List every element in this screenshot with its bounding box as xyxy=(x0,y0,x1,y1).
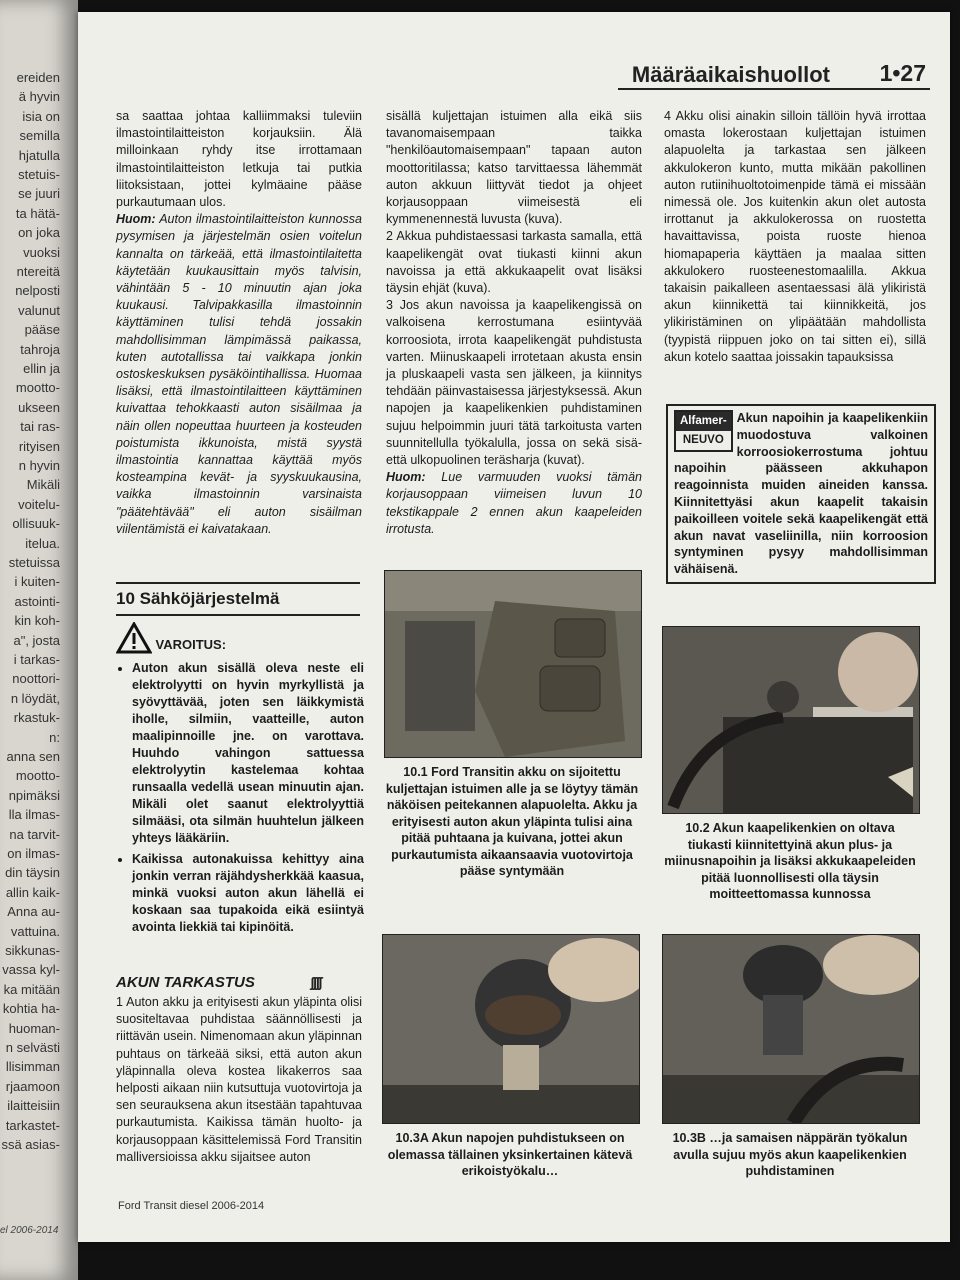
left-page-line: sikkunas- xyxy=(5,943,60,958)
left-page-line: a", josta xyxy=(13,632,60,648)
paragraph-ac-intro: sa saattaa johtaa kalliimmaksi tuleviin ilmastointilaitteiston korjauksiin. Älä milloinkaan ryhdy itse irrottamaan ilmastointilaitteiston letkuja tai putkia liitoksistaan, jottei kylmäaine pääse purkautumaan ulos. xyxy=(116,109,362,210)
header-rule xyxy=(618,88,930,90)
left-page-line: ellin ja xyxy=(23,361,60,376)
left-page-line: ä hyvin xyxy=(18,89,60,105)
left-page-line: din täysin xyxy=(5,865,60,881)
left-page-line: Anna au- xyxy=(7,904,60,920)
left-page-line: on ilmas- xyxy=(7,846,60,861)
tip-badge-bottom: NEUVO xyxy=(682,433,724,446)
left-page-line: valunut xyxy=(18,302,60,318)
page-section-title: Määräaikaishuollot xyxy=(631,62,830,87)
left-page-line: pääse xyxy=(24,322,60,338)
caption-10-2: 10.2 Akun kaapelikenkien on oltava tiukasti kiinnitettyinä akun plus- ja miinusnapoihin ja lisäksi akkukaapeleiden pitää luonnollisesti olla täysin moitteettomassa kunnossa xyxy=(664,821,916,901)
note-text: Lue varmuuden vuoksi tämän korjausoppaan viimeisen luvun 10 tekstikappale 2 ennen akun kaapeleiden irrotusta. xyxy=(386,470,642,536)
left-page-line: Mikäli xyxy=(26,477,60,493)
left-page-line: rityisen xyxy=(18,438,60,454)
left-page-line: stetuis- xyxy=(18,167,60,182)
tip-text: Akun napoihin ja kaapelikenkiin muodostuva valkoinen korroosiokerrostuma johtuu napoihin päässeen akkuhapon reagoinnista muiden aineiden kanssa. Kiinnitettyäsi akun kaapelit takaisin paikoilleen voitele sekä kaapelikengät että akun navat vaseliinilla, niin korroosion syntyminen pysyy mahdollisimman vähäisenä. xyxy=(674,411,928,577)
difficulty-wrench-icon: ʃʃʃʃ xyxy=(310,974,321,990)
left-page-line: rkastuk- xyxy=(13,710,60,726)
photo-battery-terminals xyxy=(662,626,920,814)
left-page-line: mootto- xyxy=(15,380,60,396)
paragraph-ac-note xyxy=(116,211,362,538)
left-page-line: ereiden xyxy=(16,70,60,85)
left-page-line: ssä asias- xyxy=(1,1137,60,1152)
left-page-line: se juuri xyxy=(18,186,60,202)
left-page-line: ta hätä- xyxy=(15,205,60,221)
paragraph-step-2: 2 Akkua puhdistaessasi tarkasta samalla, että kaapelikengät ovat tiukasti kiinni akun navoissa ja että akkukaapelit ovat lisäksi täysin ehjät (kuva). xyxy=(386,229,642,296)
tip-box xyxy=(666,404,936,584)
left-page-line: itelua. xyxy=(25,535,60,551)
warning-item: • Auton akun sisällä oleva neste eli elektrolyytti on hyvin myrkyllistä ja syövyttävää, joten sen läikkymistä iholle, silmiin, vaatteille, auton maalipinnoille jne. on varottava. Huuhdo vahingon sattuessa elektrolyytin kastelemaa kohtaa runsaalla vedellä usean minuutin ajan. Mikäli olet saanut elektrolyyttiä silmääsi, ota silmän huuhtelun jälkeen yhteys lääkäriin. xyxy=(132,660,364,847)
left-page-line: allin kaik- xyxy=(5,884,60,900)
section-heading-text: 10 Sähköjärjestelmä xyxy=(116,589,280,608)
left-page-line: huoman- xyxy=(8,1020,60,1036)
left-page-line: n hyvin xyxy=(18,458,60,473)
note-label: Huom: xyxy=(386,470,426,485)
left-page-line: ntereitä xyxy=(16,264,60,279)
battery-check-text xyxy=(116,994,362,1166)
left-page-line: i kuiten- xyxy=(14,574,60,590)
left-page-line: on joka xyxy=(18,225,60,241)
warning-box xyxy=(116,622,364,940)
book-footer: Ford Transit diesel 2006-2014 xyxy=(118,1200,265,1212)
left-page-line: astointi- xyxy=(14,593,60,609)
left-page-line: hjatulla xyxy=(18,147,60,163)
manual-page xyxy=(78,12,950,1242)
caption-10-3b: 10.3B …ja samaisen näppärän työkalun avulla sujuu myös akun kaapelikenkien puhdistaminen xyxy=(672,1131,908,1178)
battery-check-heading: AKUN TARKASTUS xyxy=(116,974,255,991)
note-label: Huom: xyxy=(116,212,156,227)
left-page-line: npimäksi xyxy=(8,787,60,803)
tip-badge xyxy=(674,410,733,452)
left-page-line: rjaamoon xyxy=(5,1078,60,1094)
left-page-line: n: xyxy=(49,729,60,745)
warning-item: • Kaikissa autonakuissa kehittyy aina jonkin verran räjähdysherkkää kaasua, minkä vuoksi auton akun lähellä ei koskaan saa tupakoida eikä esiintyä avointa liekkiä tai kipinöitä. xyxy=(132,851,364,936)
paragraph-note-2 xyxy=(386,469,642,538)
left-page-line: lla ilmas- xyxy=(8,807,60,823)
paragraph-step-4: 4 Akku olisi ainakin silloin tällöin hyvä irrottaa omasta lokerostaan kuljettajan istuimen alapuolelta ja tarkastaa sen jälkeen akkulokeron kunto, mutta mikään pakollinen auton rutiinihuoltotoimenpide tämä ei missään nimessä ole. Jos kuitenkin akun olet autosta irrottanut ja akkulokerossa on ruostetta havaittavissa, poista ruoste hienoa hiomapaperia käyttäen ja maalaa sitten akkulokero ruosteenestomaalilla. Akkua takaisin paikalleen asentaessasi älä ylikiristä akun kiinnikettä tai kiinnikkeitä, jos ylikiristäminen on ylipäätään mahdollista (tyypistä riippuen joko on tai sitten ei), sillä akun kotelo saattaa joissakin tapauksissa xyxy=(664,109,926,364)
left-page-line: tahroja xyxy=(20,341,60,357)
left-page-line: ukseen xyxy=(18,399,60,415)
warning-triangle-icon xyxy=(116,622,152,654)
left-page-line: vattuina. xyxy=(10,923,60,939)
tip-badge-top: Alfamer- xyxy=(676,412,731,431)
paragraph-step-3: 3 Jos akun navoissa ja kaapelikengissä on valkoisena kerrostumana esiintyvää korroosiota, irrota kaapelikengät puhdistusta varten. Miinuskaapeli irrotetaan akusta ensin ja pluskaapeli vasta sen jälkeen, ja kiinnitys tehdään päinvastaisessa järjestyksessä. Akun napojen ja kaapelikenkien puhdistaminen sujuu helpoimmin juuri tätä tarkoitusta varten suunnitellulla työkalulla, jossa on sekä sisä- että ulkopuolinen teräsharja (kuvat). xyxy=(386,298,642,468)
left-page-line: i tarkas- xyxy=(13,652,60,667)
left-page-line: n löydät, xyxy=(10,690,60,706)
left-page-line: isia on xyxy=(22,108,60,124)
left-page-line: kin koh- xyxy=(14,613,60,629)
left-page-line: vuoksi xyxy=(23,244,60,260)
left-page-line: vassa kyl- xyxy=(2,962,60,978)
left-page-line: llisimman xyxy=(5,1059,60,1075)
left-page-line: anna sen xyxy=(6,749,60,764)
warning-list xyxy=(116,660,364,936)
left-page-footer: el 2006-2014 xyxy=(0,1225,59,1236)
column-2 xyxy=(386,108,642,538)
caption-10-3a: 10.3A Akun napojen puhdistukseen on olemassa tällainen yksinkertainen kätevä erikoistyökalu… xyxy=(387,1131,633,1178)
paragraph-step-1: 1 Auton akku ja erityisesti akun yläpinta olisi suositeltavaa puhdistaa säännöllisesti ja riittävän usein. Nimenomaan akun yläpinnan puhtaus on tärkeää siksi, että auton akun yläpinnalla oleva kostea likakerros saa helposti aikaan niin kutsuttuja vuotovirtoja ja sen seurauksena akun itsestään tapahtuvaa purkautumista. Kaikissa tämän huolto- ja korjausoppaan käsittelemissä Ford Transitin malliversioissa akku sijaitsee auton xyxy=(116,995,362,1164)
left-page-line: nelposti xyxy=(15,283,60,299)
column-3 xyxy=(664,108,926,366)
left-page-line: mootto- xyxy=(15,768,60,784)
left-page-line: ilaitteisiin xyxy=(7,1098,60,1114)
left-page-line: na tarvit- xyxy=(9,826,60,842)
column-1 xyxy=(116,108,362,538)
caption-10-1: 10.1 Ford Transitin akku on sijoitettu kuljettajan istuimen alle ja se löytyy tämän näköisen peitekannen alapuolelta. Akku ja erityisesti auton akun yläpinta tulisi aina pitää puhtaana ja kuivana, jottei akun purkautumista aikaansaavia vuotovirtoja pääse syntymään xyxy=(385,765,639,878)
paragraph-location: sisällä kuljettajan istuimen alla eikä siis tavanomaisempaan taikka "henkilöautomaisempaan" tapaan auton moottoritilassa; katso tarvittaessa lähemmät auton akkuun liittyvät tiedot ja ohjeet korjausoppaan viimeisestä eli kymmenennestä luvusta (kuva). xyxy=(386,109,642,227)
previous-page-edge xyxy=(0,0,78,1280)
note-text: Auton ilmastointilaitteiston kunnossa pysymisen ja järjestelmän osien voitelun kannalta on tärkeää, että ilmastointilaitetta käytetään kuukausittain myös talvisin, vähintään 5 - 10 minuutin ajan joka kuukausi. Talvipakkasilla ilmastoinnin käyttäminen tulisi tehdä jossakin mahdollisimman lämpimässä paikassa, kuten autotallissa tai vaikkapa jonkin ostoskeskuksen pysäköintihallissa. Huomaa lisäksi, että ilmastointilaitteen käyttäminen kuivattaa tehokkaasti auton sisäilmaa ja näin ollen nopeuttaa huurteen ja kosteuden poistumista ikkunoista, mistä syystä ilmastointia kannattaa käyttää myös kosteampina kevät- ja syyskuukausina, vaikka ilmastoinnin varsinaista "päätehtävää" eli auton sisäilman viilentämistä ei kaivatakaan. xyxy=(116,212,362,536)
left-page-line: ka mitään xyxy=(3,981,60,997)
left-page-line: stetuissa xyxy=(8,555,60,570)
left-page-line: semilla xyxy=(19,128,60,144)
left-page-line: kohtia ha- xyxy=(2,1001,60,1017)
photo-cleaning-cable-clamp xyxy=(662,934,920,1124)
page-number: 1•27 xyxy=(879,60,926,86)
left-page-line: noottori- xyxy=(12,671,60,687)
left-page-line: ollisuuk- xyxy=(12,516,60,532)
section-heading xyxy=(116,582,360,616)
left-page-line: n selvästi xyxy=(5,1040,60,1055)
photo-battery-cover xyxy=(384,570,642,758)
photo-cleaning-tool xyxy=(382,934,640,1124)
left-page-line: tai ras- xyxy=(20,419,60,435)
left-page-line: tarkastet- xyxy=(5,1117,60,1133)
left-page-line: voitelu- xyxy=(18,496,60,512)
warning-title: VAROITUS: xyxy=(155,637,227,652)
